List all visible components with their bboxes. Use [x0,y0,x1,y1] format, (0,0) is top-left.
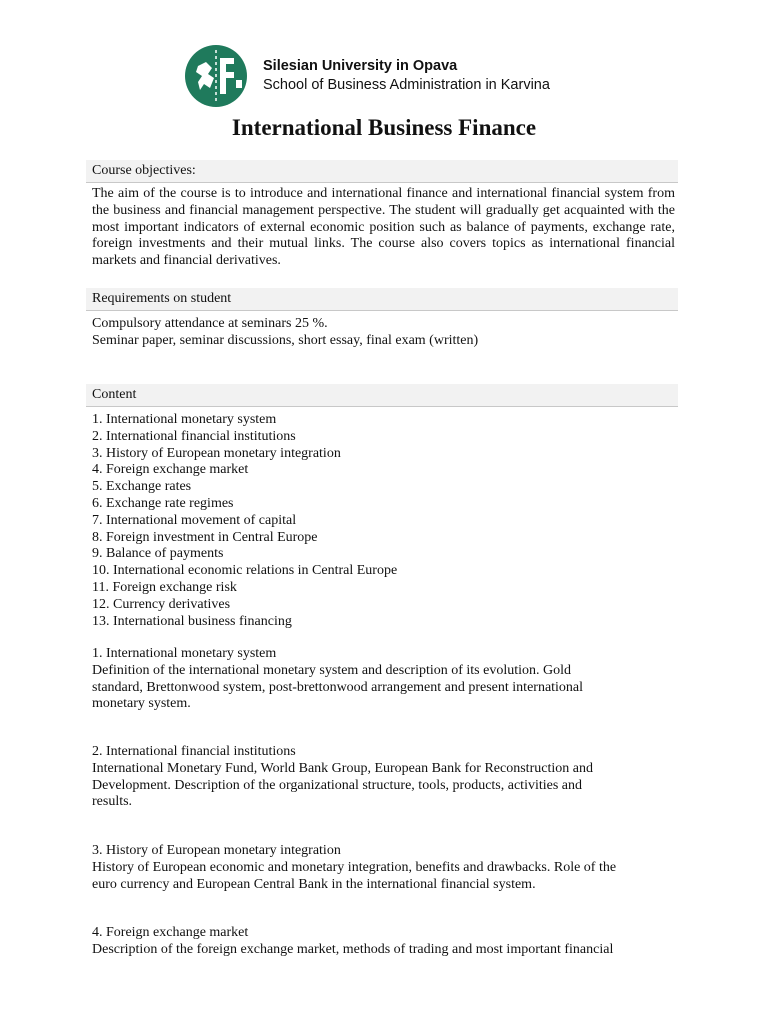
list-item: 13. International business financing [92,613,292,629]
requirements-list [92,316,682,350]
objectives-text: The aim of the course is to introduce and international finance and international financial system from the business and financial management perspective. The student will gradually get acquainted with the most important indicators of external economic position such as balance of payments, exchange rate, foreign investments and their mutual links. The course also covers topics as international financial markets and financial derivatives. [92,186,675,269]
header [184,44,604,108]
section-header-objectives [86,160,678,183]
list-item: 9. Balance of payments [92,546,224,562]
detail-line: monetary system. [92,696,191,712]
list-item: 8. Foreign investment in Central Europe [92,529,318,545]
list-item: 6. Exchange rate regimes [92,495,234,511]
section-label: Course objectives: [92,163,196,178]
university-logo [184,44,248,108]
detail-heading: 3. History of European monetary integration [92,843,341,858]
detail-line: History of European economic and monetary integration, benefits and drawbacks. Role of the [92,859,617,875]
detail-line: International Monetary Fund, World Bank Group, European Bank for Reconstruction and [92,760,593,776]
detail-heading: 4. Foreign exchange market [92,925,249,940]
detail-line: results. [92,794,133,810]
detail-line: Definition of the international monetary system and description of its evolution. Gold [92,662,572,678]
list-item: 3. History of European monetary integration [92,445,341,461]
list-item: 4. Foreign exchange market [92,462,249,478]
detail-section-1 [92,646,682,713]
school-name: School of Business Administration in Karvina [263,77,550,93]
section-label: Requirements on student [92,291,232,306]
list-item: 12. Currency derivatives [92,596,231,612]
list-item: 7. International movement of capital [92,512,297,528]
section-header-requirements [86,288,678,311]
list-item: 1. International monetary system [92,412,277,427]
section-label: Content [92,387,137,402]
detail-heading: 2. International financial institutions [92,744,296,759]
list-item: 10. International economic relations in Central Europe [92,563,398,579]
detail-line: standard, Brettonwood system, post-brettonwood arrangement and present international [92,679,584,695]
university-name: Silesian University in Opava [263,58,458,74]
list-item: 5. Exchange rates [92,479,192,495]
page-title: International Business Finance [231,115,537,140]
requirement-line: Seminar paper, seminar discussions, short essay, final exam (written) [92,332,479,348]
detail-line: Development. Description of the organizational structure, tools, products, activities and [92,777,582,793]
detail-line: euro currency and European Central Bank in the international financial system. [92,876,536,892]
detail-heading: 1. International monetary system [92,646,277,661]
detail-section-3 [92,843,682,893]
content-list [92,412,682,630]
list-item: 2. International financial institutions [92,428,296,444]
list-item: 11. Foreign exchange risk [92,579,237,595]
detail-section-4 [92,925,682,959]
detail-section-2 [92,744,682,811]
section-header-content [86,384,678,407]
detail-line: Description of the foreign exchange market, methods of trading and most important financial [92,941,614,957]
requirement-line: Compulsory attendance at seminars 25 %. [92,316,328,331]
